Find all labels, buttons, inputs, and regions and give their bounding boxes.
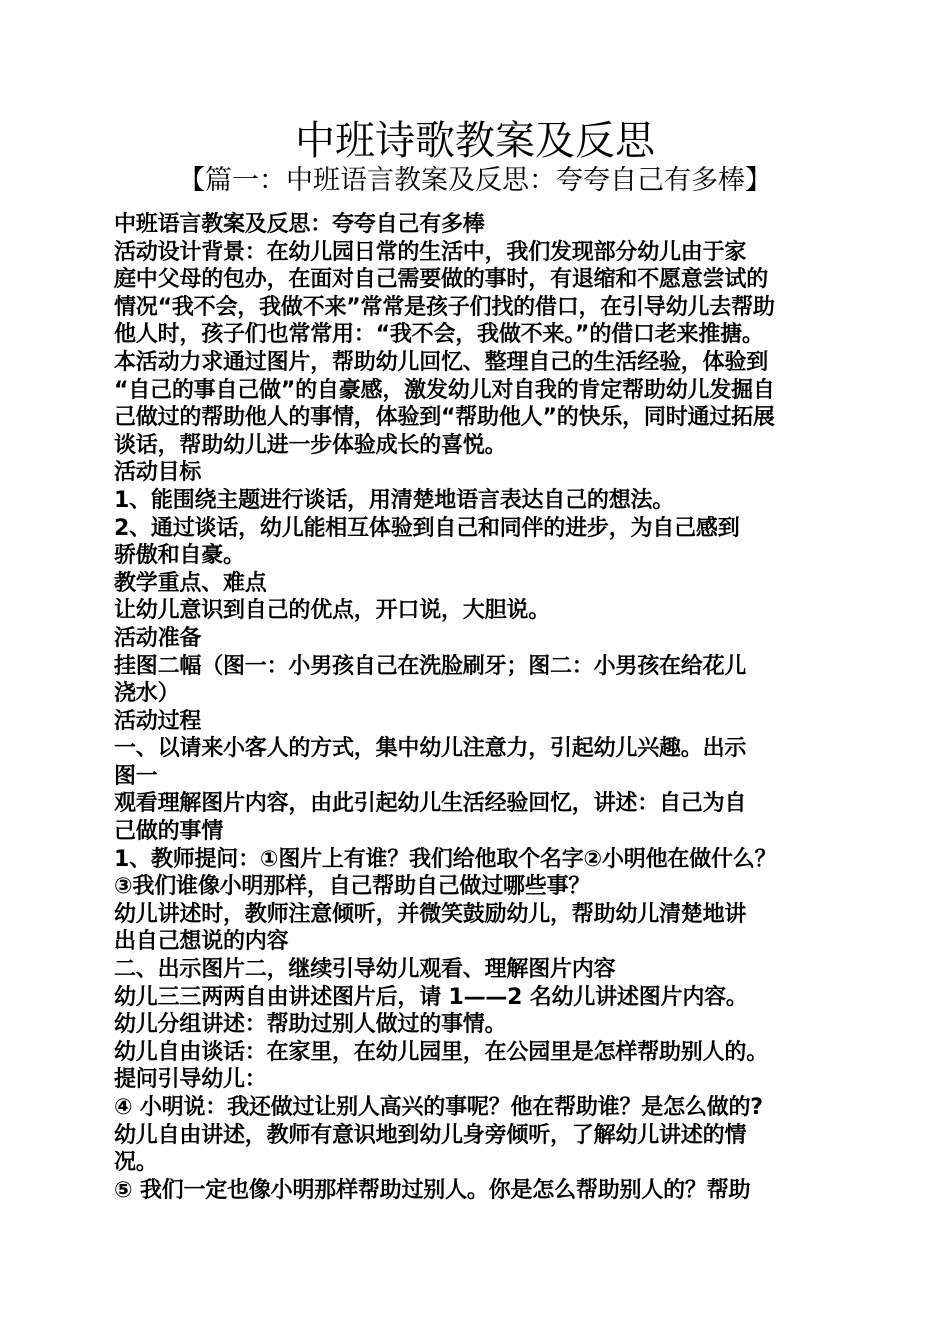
body-text-line: 浇水） <box>114 681 180 707</box>
body-text-line: 况。 <box>114 1150 158 1176</box>
body-text-line: 幼儿自由讲述，教师有意识地到幼儿身旁倾听，了解幼儿讲述的情 <box>114 1122 747 1148</box>
body-text-line: 提问引导幼儿： <box>114 1067 267 1093</box>
body-text-line: 让幼儿意识到自己的优点，开口说，大胆说。 <box>114 598 551 624</box>
body-text-line: 图一 <box>114 763 158 789</box>
body-text-line: “自己的事自己做”的自豪感，激发幼儿对自我的肯定帮助幼儿发掘自 <box>114 377 775 403</box>
body-text-line: 观看理解图片内容，由此引起幼儿生活经验回忆，讲述：自己为自 <box>114 791 747 817</box>
body-text-line: 幼儿讲述时，教师注意倾听，并微笑鼓励幼儿，帮助幼儿清楚地讲 <box>114 901 747 927</box>
body-text-line: 中班语言教案及反思：夸夸自己有多棒 <box>114 212 485 237</box>
body-text-line: 他人时，孩子们也常常用：“我不会，我做不来。”的借口老来推搪。 <box>114 322 764 348</box>
body-text-line: ⑤ 我们一定也像小明那样帮助过别人。你是怎么帮助别人的？帮助 <box>114 1177 751 1203</box>
body-text-line: 1、能围绕主题进行谈话，用清楚地语言表达自己的想法。 <box>114 487 675 513</box>
body-text-line: 二、出示图片二，继续引导幼儿观看、理解图片内容 <box>114 957 616 983</box>
body-text-line: 己做过的帮助他人的事情，体验到“帮助他人”的快乐，同时通过拓展 <box>114 405 775 431</box>
body-text-line: 活动目标 <box>114 460 202 486</box>
body-text-line: 1、教师提问：①图片上有谁？我们给他取个名字②小明他在做什么？ <box>114 846 777 872</box>
body-text-line: ④ 小明说：我还做过让别人高兴的事呢？他在帮助谁？是怎么做的? <box>114 1095 763 1120</box>
body-text-line: 谈话，帮助幼儿进一步体验成长的喜悦。 <box>114 432 507 458</box>
body-text-line: 幼儿分组讲述：帮助过别人做过的事情。 <box>114 1012 507 1038</box>
body-text-line: 一、以请来小客人的方式，集中幼儿注意力，引起幼儿兴趣。出示 <box>114 736 747 762</box>
body-text-line: 骄傲和自豪。 <box>114 543 245 569</box>
body-text-line: 教学重点、难点 <box>114 570 267 596</box>
body-text-line: 挂图二幅（图一：小男孩自己在洗脸刷牙；图二：小男孩在给花儿 <box>114 653 747 679</box>
body-text-line: 庭中父母的包办，在面对自己需要做的事时，有退缩和不愿意尝试的 <box>114 267 769 293</box>
body-text-line: 活动设计背景：在幼儿园日常的生活中，我们发现部分幼儿由于家 <box>114 239 747 265</box>
body-text-line: 本活动力求通过图片，帮助幼儿回忆、整理自己的生活经验，体验到 <box>114 349 769 375</box>
body-text-line: ③我们谁像小明那样，自己帮助自己做过哪些事？ <box>114 874 591 900</box>
document-title: 中班诗歌教案及反思 <box>295 118 655 164</box>
body-text-line: 2、通过谈话，幼儿能相互体验到自己和同伴的进步，为自己感到 <box>114 515 740 541</box>
body-text-line: 活动准备 <box>114 625 202 651</box>
document-subtitle: 【篇一：中班语言教案及反思：夸夸自己有多棒】 <box>178 165 772 196</box>
body-text-line: 幼儿三三两两自由讲述图片后，请 1——2 名幼儿讲述图片内容。 <box>114 984 748 1010</box>
body-text-line: 己做的事情 <box>114 819 224 845</box>
body-text-line: 活动过程 <box>114 708 202 734</box>
body-text-line: 出自己想说的内容 <box>114 929 289 955</box>
document-body <box>114 211 842 1204</box>
body-text-line: 情况“我不会，我做不来”常常是孩子们找的借口，在引导幼儿去帮助 <box>114 294 775 320</box>
body-text-line: 幼儿自由谈话：在家里，在幼儿园里，在公园里是怎样帮助别人的。 <box>114 1039 769 1065</box>
